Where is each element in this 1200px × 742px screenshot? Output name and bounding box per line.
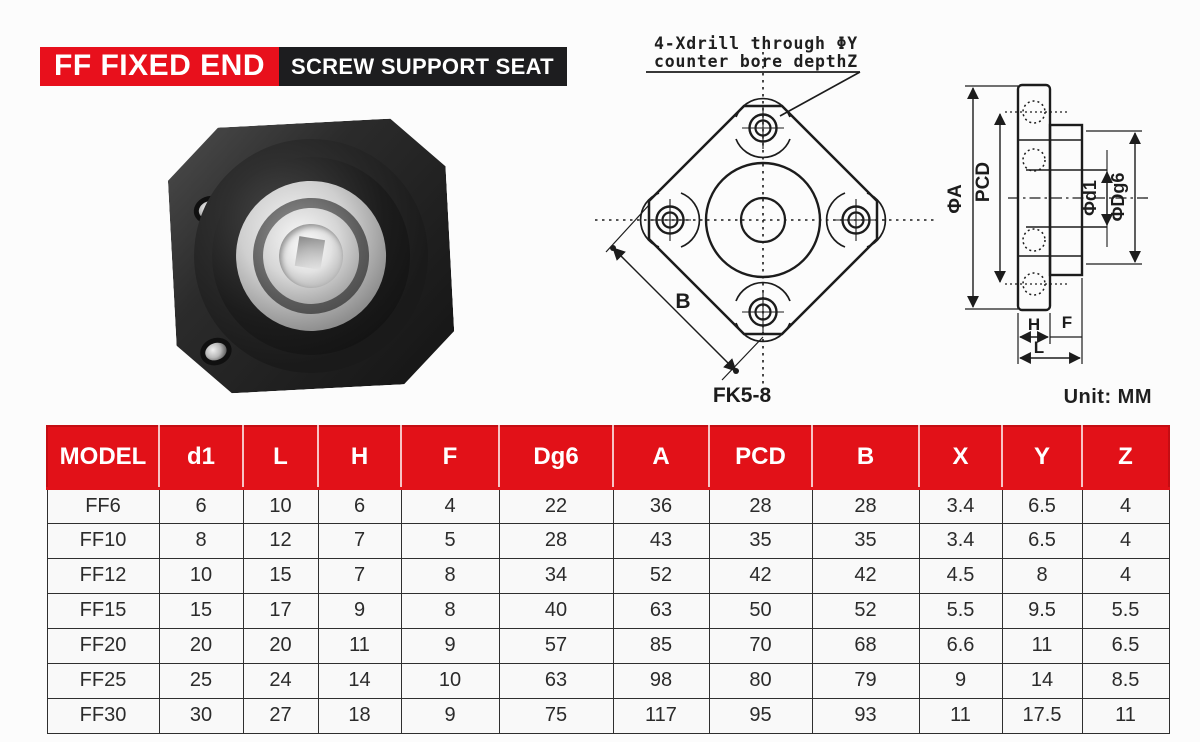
value-cell: 34 xyxy=(499,558,613,593)
value-cell: 75 xyxy=(499,698,613,733)
value-cell: 10 xyxy=(243,488,318,523)
model-cell: FF30 xyxy=(47,698,159,733)
table-row xyxy=(47,523,1169,558)
column-header: Dg6 xyxy=(499,426,613,488)
value-cell: 35 xyxy=(709,523,812,558)
value-cell: 17.5 xyxy=(1002,698,1082,733)
value-cell: 117 xyxy=(613,698,709,733)
front-view-model-label: FK5-8 xyxy=(712,384,772,407)
value-cell: 7 xyxy=(318,558,401,593)
value-cell: 6 xyxy=(159,488,243,523)
value-cell: 4 xyxy=(401,488,499,523)
value-cell: 14 xyxy=(318,663,401,698)
value-cell: 3.4 xyxy=(919,523,1002,558)
model-cell: FF25 xyxy=(47,663,159,698)
value-cell: 42 xyxy=(709,558,812,593)
column-header: F xyxy=(401,426,499,488)
dim-pcd-label: PCD xyxy=(973,161,994,203)
model-cell: FF10 xyxy=(47,523,159,558)
value-cell: 93 xyxy=(812,698,919,733)
value-cell: 25 xyxy=(159,663,243,698)
value-cell: 5.5 xyxy=(1082,593,1169,628)
column-header: MODEL xyxy=(47,426,159,488)
value-cell: 52 xyxy=(812,593,919,628)
front-view xyxy=(595,52,935,407)
header-badge xyxy=(40,47,567,86)
value-cell: 95 xyxy=(709,698,812,733)
value-cell: 35 xyxy=(812,523,919,558)
value-cell: 28 xyxy=(812,488,919,523)
value-cell: 27 xyxy=(243,698,318,733)
value-cell: 20 xyxy=(159,628,243,663)
column-header: Y xyxy=(1002,426,1082,488)
table-row xyxy=(47,488,1169,523)
column-header: A xyxy=(613,426,709,488)
value-cell: 10 xyxy=(159,558,243,593)
spec-table-body xyxy=(47,488,1169,733)
page-title: FF FIXED END xyxy=(40,47,279,86)
value-cell: 6.5 xyxy=(1082,628,1169,663)
value-cell: 4 xyxy=(1082,523,1169,558)
value-cell: 11 xyxy=(919,698,1002,733)
value-cell: 42 xyxy=(812,558,919,593)
value-cell: 6.6 xyxy=(919,628,1002,663)
value-cell: 28 xyxy=(499,523,613,558)
dim-phi-a-label: ΦA xyxy=(945,184,966,214)
value-cell: 8 xyxy=(1002,558,1082,593)
value-cell: 8 xyxy=(159,523,243,558)
value-cell: 17 xyxy=(243,593,318,628)
dim-phi-d1-label: Φd1 xyxy=(1080,180,1100,216)
value-cell: 9 xyxy=(919,663,1002,698)
value-cell: 22 xyxy=(499,488,613,523)
technical-drawing xyxy=(590,0,1200,420)
value-cell: 28 xyxy=(709,488,812,523)
value-cell: 9 xyxy=(401,698,499,733)
product-photo xyxy=(142,97,477,413)
value-cell: 43 xyxy=(613,523,709,558)
value-cell: 98 xyxy=(613,663,709,698)
value-cell: 70 xyxy=(709,628,812,663)
column-header: B xyxy=(812,426,919,488)
dim-h-label: H xyxy=(1027,315,1041,334)
value-cell: 6 xyxy=(318,488,401,523)
value-cell: 79 xyxy=(812,663,919,698)
value-cell: 4 xyxy=(1082,558,1169,593)
value-cell: 36 xyxy=(613,488,709,523)
value-cell: 85 xyxy=(613,628,709,663)
value-cell: 50 xyxy=(709,593,812,628)
bore-highlight xyxy=(295,236,325,270)
value-cell: 8 xyxy=(401,593,499,628)
value-cell: 52 xyxy=(613,558,709,593)
value-cell: 7 xyxy=(318,523,401,558)
dim-phi-dg6-label: ΦDg6 xyxy=(1108,172,1128,222)
value-cell: 6.5 xyxy=(1002,523,1082,558)
value-cell: 5.5 xyxy=(919,593,1002,628)
value-cell: 11 xyxy=(1002,628,1082,663)
value-cell: 80 xyxy=(709,663,812,698)
value-cell: 8 xyxy=(401,558,499,593)
dim-l-label: L xyxy=(1033,338,1045,357)
annotation-leader-line xyxy=(780,72,860,116)
column-header: Z xyxy=(1082,426,1169,488)
column-header: L xyxy=(243,426,318,488)
table-row xyxy=(47,698,1169,733)
drill-annotation-line2: counter bore depthZ xyxy=(654,52,858,71)
value-cell: 5 xyxy=(401,523,499,558)
value-cell: 18 xyxy=(318,698,401,733)
spec-table-header xyxy=(47,426,1169,488)
header-row xyxy=(47,426,1169,488)
model-cell: FF20 xyxy=(47,628,159,663)
table-row xyxy=(47,558,1169,593)
value-cell: 63 xyxy=(499,663,613,698)
value-cell: 24 xyxy=(243,663,318,698)
page-subtitle: SCREW SUPPORT SEAT xyxy=(279,47,567,86)
column-header: d1 xyxy=(159,426,243,488)
side-view xyxy=(945,85,1148,364)
value-cell: 6.5 xyxy=(1002,488,1082,523)
value-cell: 15 xyxy=(243,558,318,593)
value-cell: 9 xyxy=(401,628,499,663)
table-row xyxy=(47,663,1169,698)
value-cell: 10 xyxy=(401,663,499,698)
value-cell: 63 xyxy=(613,593,709,628)
value-cell: 57 xyxy=(499,628,613,663)
value-cell: 40 xyxy=(499,593,613,628)
value-cell: 20 xyxy=(243,628,318,663)
value-cell: 4.5 xyxy=(919,558,1002,593)
value-cell: 11 xyxy=(318,628,401,663)
model-cell: FF6 xyxy=(47,488,159,523)
unit-note: Unit: MM xyxy=(1063,386,1152,408)
value-cell: 11 xyxy=(1082,698,1169,733)
value-cell: 4 xyxy=(1082,488,1169,523)
value-cell: 30 xyxy=(159,698,243,733)
table-row xyxy=(47,593,1169,628)
value-cell: 68 xyxy=(812,628,919,663)
value-cell: 14 xyxy=(1002,663,1082,698)
dim-b-label: B xyxy=(675,290,691,313)
value-cell: 8.5 xyxy=(1082,663,1169,698)
value-cell: 12 xyxy=(243,523,318,558)
value-cell: 3.4 xyxy=(919,488,1002,523)
dim-f-label: F xyxy=(1061,313,1073,332)
column-header: X xyxy=(919,426,1002,488)
column-header: PCD xyxy=(709,426,812,488)
value-cell: 9 xyxy=(318,593,401,628)
drill-annotation-line1: 4-Xdrill through ΦY xyxy=(654,34,858,53)
column-header: H xyxy=(318,426,401,488)
model-cell: FF15 xyxy=(47,593,159,628)
model-cell: FF12 xyxy=(47,558,159,593)
value-cell: 9.5 xyxy=(1002,593,1082,628)
table-row xyxy=(47,628,1169,663)
value-cell: 15 xyxy=(159,593,243,628)
spec-table xyxy=(46,425,1170,734)
